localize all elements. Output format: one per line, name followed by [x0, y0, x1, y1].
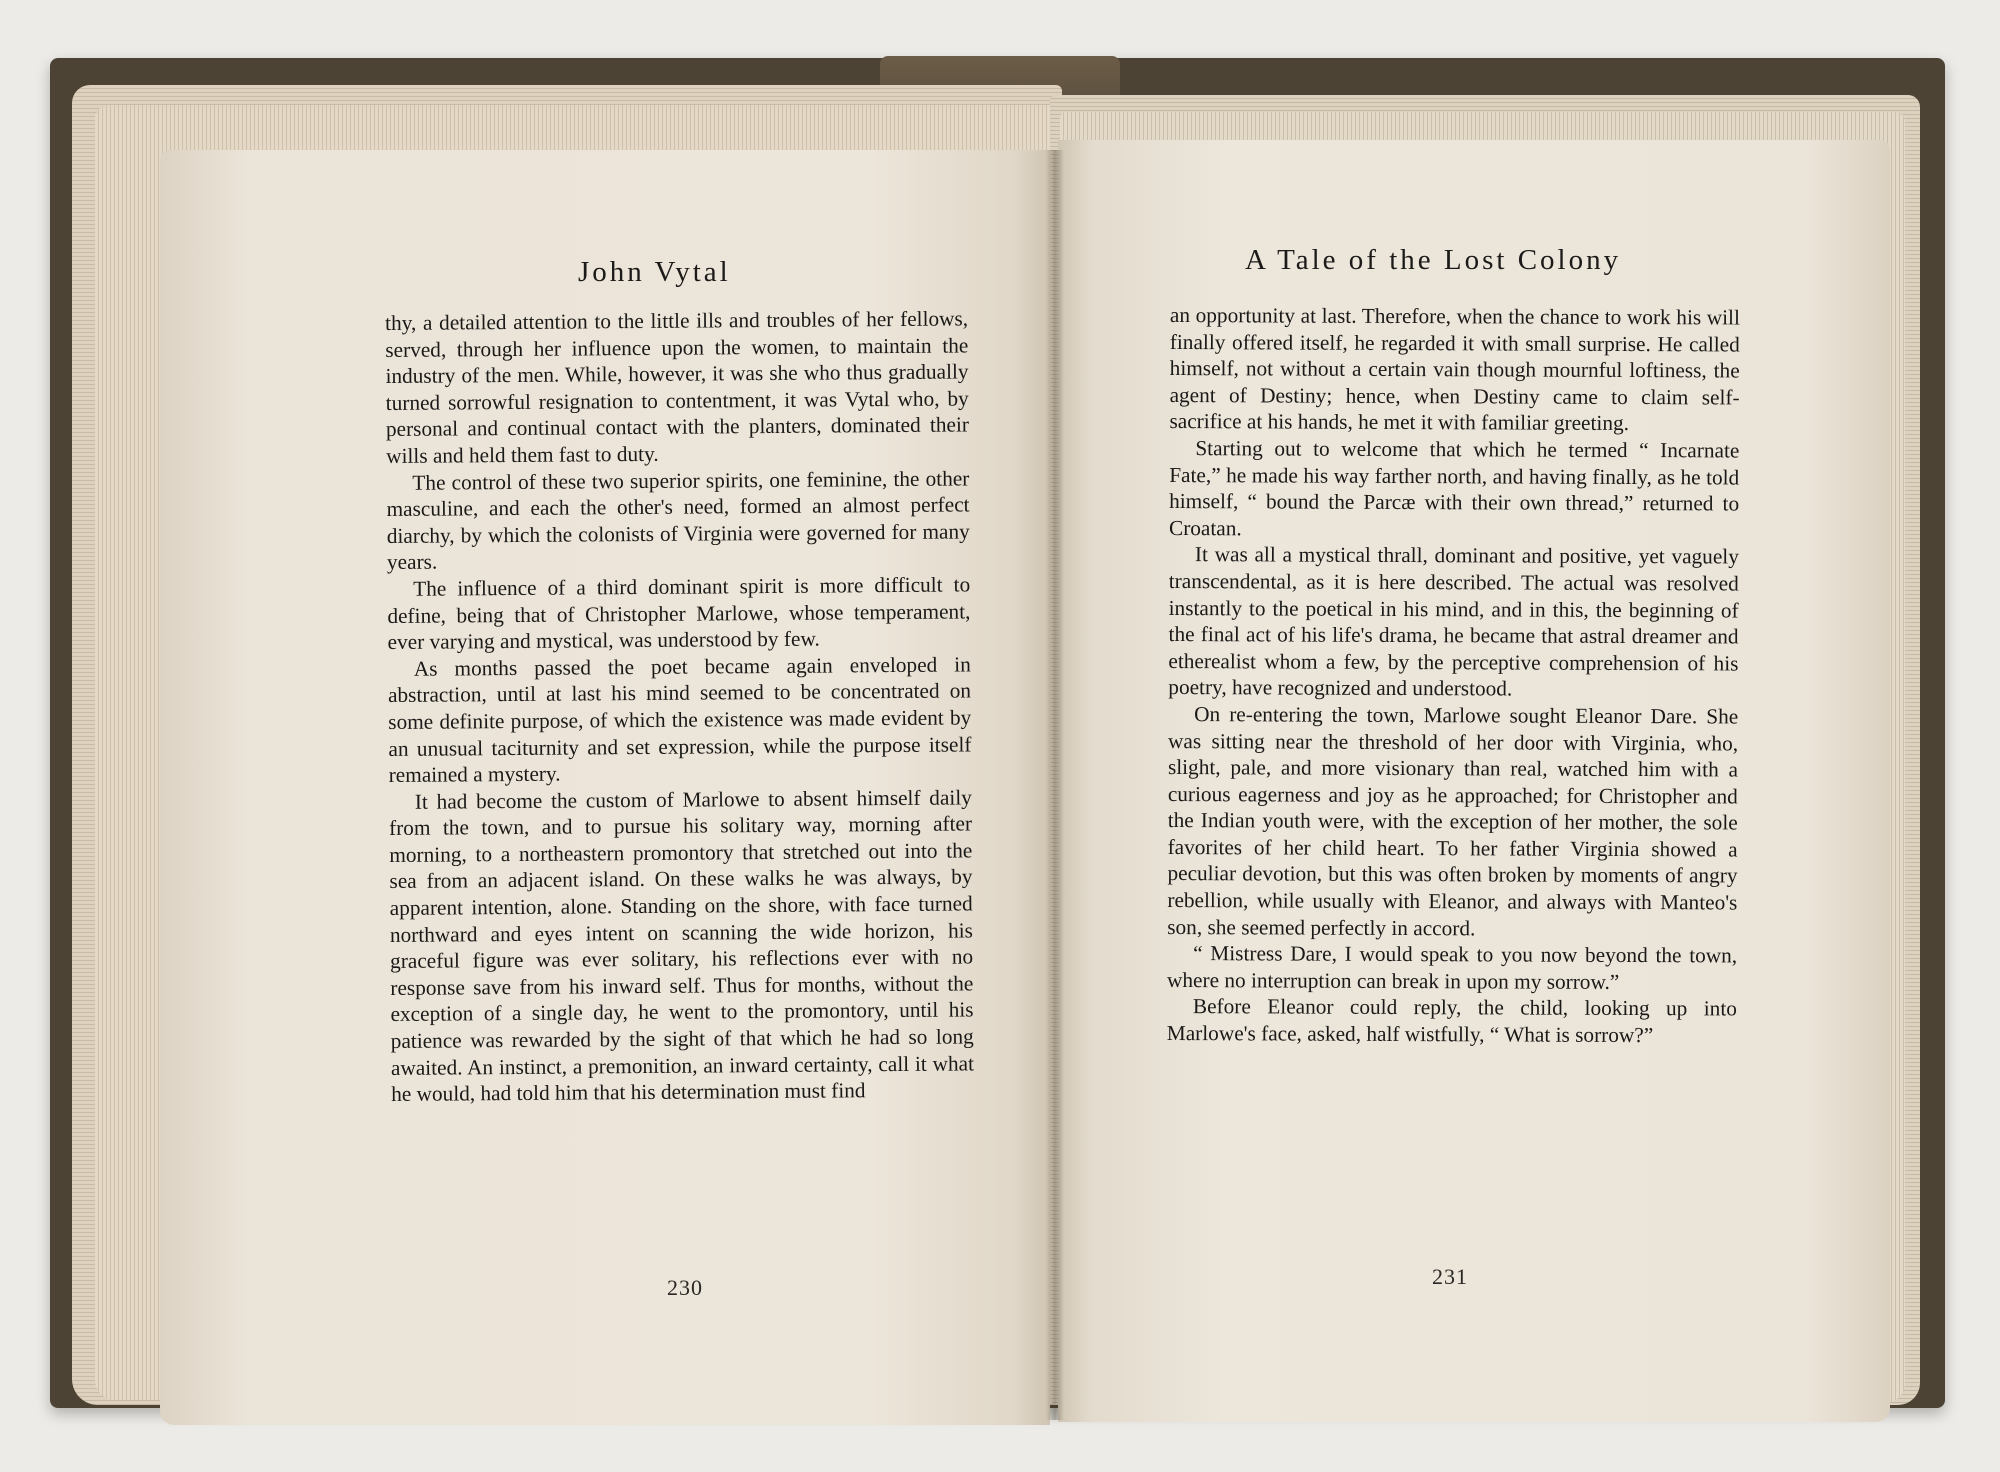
paragraph: Before Eleanor could reply, the child, looking up into Marlowe's face, asked, half wistfully, “ What is sorrow?” [1166, 994, 1737, 1048]
right-page-body [1167, 302, 1740, 1049]
paragraph: thy, a detailed attention to the little ills and troubles of her fellows, served, through her influence upon the women, to maintain the industry of the men. While, however, it was she who thus gradually turned sorrowful resignation to contentment, it was Vytal who, by personal and continual contact with the planters, dominated their wills and held them fast to duty. [385, 306, 970, 468]
paragraph: The control of these two superior spirits, one feminine, the other masculine, and each the other's need, formed an almost perfect diarchy, by which the colonists of Virginia were governed for many years. [386, 465, 970, 575]
paragraph: The influence of a third dominant spirit is more difficult to define, being that of Christopher Marlowe, whose temperament, ever varying and mystical, was understood by few. [387, 572, 971, 655]
running-header-left: John Vytal [578, 256, 731, 288]
book-gutter [1046, 150, 1064, 1420]
paragraph: It had become the custom of Marlowe to absent himself daily from the town, and to pursue his solitary way, morning after morning, to a northeastern promontory that stretched out into the sea from an adjacent island. On these walks he was always, by apparent intention, alone. Standing on the shore, with face turned northward and eyes intent on scanning the wide horizon, his graceful figure was ever solitary, his reflections ever with no response save from his inward self. Thus for months, without the exception of a single day, he went to the promontory, until his patience was rewarded by the sight of that which he had so long awaited. An instinct, a premonition, an inward certainty, call it what he would, had told him that his determination must find [388, 785, 975, 1107]
page-number-right: 231 [1432, 1264, 1468, 1289]
left-page-body [385, 305, 974, 1107]
running-header-right: A Tale of the Lost Colony [1245, 244, 1622, 276]
paragraph: On re-entering the town, Marlowe sought Eleanor Dare. She was sitting near the threshold of her door with Virginia, who, slight, pale, and more visionary than real, watched him with a curious eagerness and joy as he approached; for Christopher and the Indian youth were, with the exception of her mother, the sole favorites of her child heart. To her father Virginia showed a peculiar devotion, but this was often broken by moments of angry rebellion, while usually with Eleanor, and always with Manteo's son, she seemed perfectly in accord. [1167, 702, 1739, 940]
page-number-left: 230 [667, 1275, 703, 1300]
paragraph: an opportunity at last. Therefore, when the chance to work his will finally offered itself, he regarded it with small surprise. He called himself, not without a certain vain though mournful loftiness, the agent of Destiny; hence, when Destiny came to claim self-sacrifice at his hands, he met it with familiar greeting. [1169, 303, 1740, 436]
paragraph: Starting out to welcome that which he termed “ Incarnate Fate,” he made his way farther north, and having finally, as he told himself, “ bound the Parcæ with their own thread,” returned to Croatan. [1168, 436, 1740, 541]
paragraph: “ Mistress Dare, I would speak to you now beyond the town, where no interruption can break in upon my sorrow.” [1166, 941, 1738, 994]
paragraph: As months passed the poet became again enveloped in abstraction, until at last his mind seemed to be concentrated on some definite purpose, of which the existence was made evident by an unusual taciturnity and set expression, while the purpose itself remained a mystery. [387, 652, 972, 788]
paragraph: It was all a mystical thrall, dominant and positive, yet vaguely transcendental, as it is here described. The actual was resolved instantly to the poetical in his mind, and in this, the beginning of the final act of his life's drama, he became that astral dreamer and etherealist whom a few, by the perceptive comprehension of his poetry, have recognized and understood. [1168, 542, 1739, 701]
